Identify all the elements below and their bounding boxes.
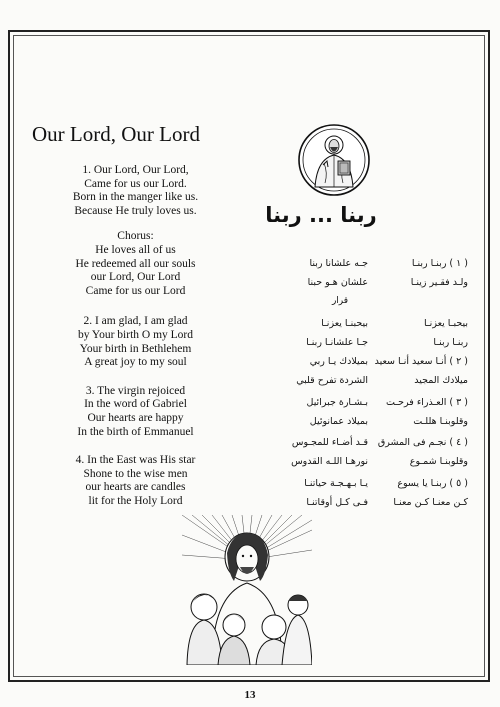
arabic-line: بيحبنـا يعزنـا: [321, 318, 368, 329]
page-number: 13: [244, 689, 256, 701]
verse-line: Because He truly loves us.: [74, 204, 197, 217]
arabic-line: ربنـا ربنـا: [433, 337, 468, 348]
arabic-line: ( ٤ ) نجـم فى المشرق: [377, 437, 468, 448]
arabic-line: وقلوبنـا هللـت: [413, 416, 468, 427]
arabic-title: ربنا ... ربنا: [265, 203, 377, 227]
verse-line: Our hearts are happy: [87, 411, 184, 424]
arabic-line: كـن معنـا كـن معنـا: [393, 497, 468, 508]
verse-line: Came for us our Lord.: [84, 177, 187, 190]
arabic-line: وقلوبنـا شمـوع: [409, 456, 468, 467]
arabic-line: ولـد فقـير زينـا: [410, 277, 468, 288]
arabic-line: قـد أضـاء للمجـوس: [291, 437, 368, 448]
arabic-line: جـه علشانا ربنا: [309, 258, 368, 269]
chorus-label: Chorus:: [117, 230, 154, 243]
verse-line: 2. I am glad, I am glad: [83, 315, 188, 328]
verse-line: He loves all of us: [95, 243, 176, 256]
arabic-line: ( ٢ ) أنـا سعيد أنـا سعيد: [374, 356, 468, 367]
verse-line: A great joy to my soul: [84, 356, 187, 369]
verse-line: He redeemed all our souls: [75, 257, 196, 270]
verse-line: Your birth in Bethlehem: [79, 342, 192, 355]
arabic-chorus-label: قرار: [331, 296, 349, 306]
verse-line: 4. In the East was His star: [75, 454, 196, 467]
arabic-line: ( ٣ ) العـذراء فرحـت: [386, 397, 468, 408]
arabic-line: فـى كـل أوقاتنـا: [306, 497, 368, 508]
verse-line: Born in the manger like us.: [72, 191, 199, 204]
arabic-line: بميلادك يـا ربي: [309, 356, 368, 367]
verse-line: 3. The virgin rejoiced: [85, 384, 186, 397]
verse-line: Shone to the wise men: [83, 467, 188, 480]
verse-line: by Your birth O my Lord: [77, 328, 193, 341]
arabic-line: جـا علشانـا ربنـا: [306, 337, 368, 348]
arabic-line: ( ١ ) ربنـا ربنـا: [411, 258, 468, 269]
verse-line: In the birth of Emmanuel: [77, 425, 194, 438]
arabic-line: بـشـارة جبرائيل: [306, 397, 368, 408]
verse-line: 1. Our Lord, Our Lord,: [82, 164, 189, 176]
arabic-line: بميلاد عمانوئيل: [309, 416, 368, 427]
arabic-line: علشان هـو حبنا: [307, 277, 368, 288]
verse-line: lit for the Holy Lord: [88, 494, 183, 507]
verse-line: our hearts are candles: [85, 481, 186, 494]
verse-line: In the word of Gabriel: [84, 398, 187, 411]
verse-line: Came for us our Lord: [85, 284, 186, 297]
arabic-line: ميلادك المجيد: [414, 375, 468, 386]
english-lyrics: [28, 164, 243, 508]
christ-icon-medallion: [297, 123, 371, 197]
arabic-line: يـا بـهـجـة حياتنـا: [304, 478, 368, 489]
arabic-line: بيحبـا يعزنـا: [424, 318, 468, 329]
page-title: Our Lord, Our Lord: [32, 122, 200, 146]
verse-line: our Lord, Our Lord: [90, 271, 181, 284]
jesus-with-children-illustration: [182, 515, 312, 665]
arabic-line: نورهـا اللـه القدوس: [291, 456, 368, 467]
arabic-line: الشردة تفرح قلبي: [296, 375, 368, 386]
arabic-line: ( ٥ ) ربنـا يا يسوع: [397, 478, 468, 489]
